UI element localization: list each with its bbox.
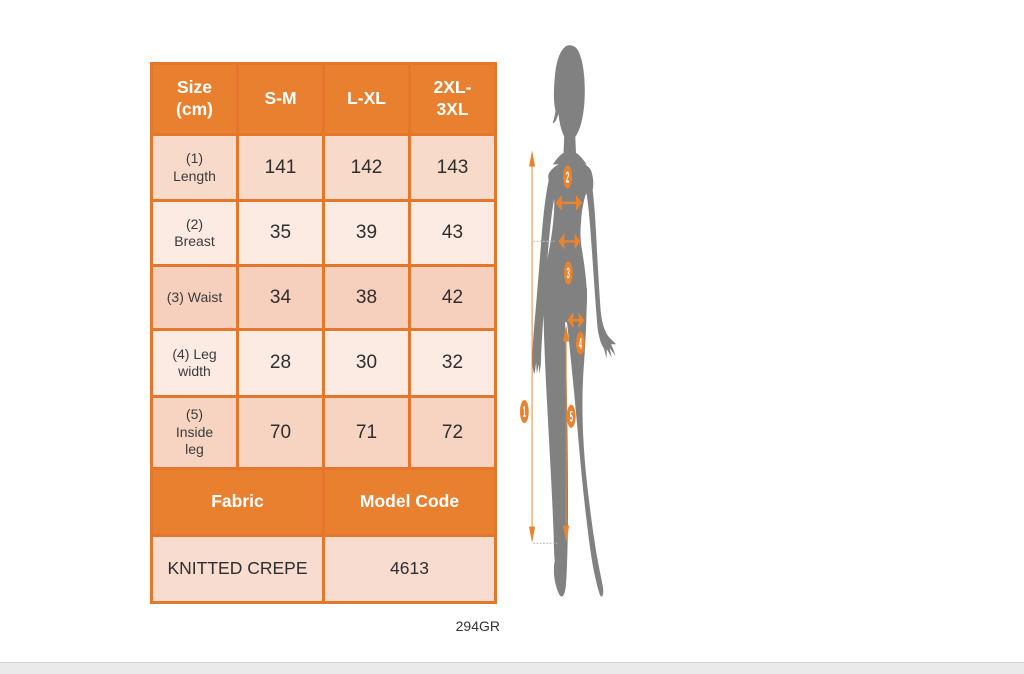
silhouette-right-leg xyxy=(565,288,603,597)
row-waist-value-lxl: 38 xyxy=(325,267,408,328)
model-code-value: 4613 xyxy=(325,537,494,601)
marker-badge-3 xyxy=(564,262,573,285)
marker-1-label: 1 xyxy=(522,403,527,422)
row-waist-value-sm: 34 xyxy=(239,267,322,328)
row-breast-value-sm: 35 xyxy=(239,202,322,264)
fabric-header: Fabric xyxy=(153,470,322,534)
marker-4-label: 4 xyxy=(578,335,582,353)
row-leg-width-value-lxl: 30 xyxy=(325,331,408,395)
marker-badge-4 xyxy=(576,332,585,355)
silhouette-neck xyxy=(553,126,587,164)
weight-note: 294GR xyxy=(455,618,500,634)
marker-2-label: 2 xyxy=(565,169,570,187)
bottom-scroll-strip xyxy=(0,662,1024,674)
size-chart-table xyxy=(150,62,497,604)
row-breast-value-lxl: 39 xyxy=(325,202,408,264)
row-waist-value-2xl3xl: 42 xyxy=(411,267,494,328)
column-header-s-m: S-M xyxy=(239,65,322,133)
row-leg-width-label: (4) Leg width xyxy=(153,331,236,395)
row-length-value-lxl: 142 xyxy=(325,136,408,199)
row-waist-label: (3) Waist xyxy=(153,267,236,328)
row-breast-label: (2) Breast xyxy=(153,202,236,264)
row-inside-leg-label: (5) Inside leg xyxy=(153,398,236,467)
marker-3-label: 3 xyxy=(566,265,570,283)
silhouette-right-arm xyxy=(585,168,616,358)
row-leg-width-value-sm: 28 xyxy=(239,331,322,395)
row-length-value-2xl3xl: 143 xyxy=(411,136,494,199)
measurement-diagram xyxy=(520,25,820,650)
column-header-l-xl: L-XL xyxy=(325,65,408,133)
marker-5-label: 5 xyxy=(569,408,573,426)
column-header-size-cm: Size (cm) xyxy=(153,65,236,133)
row-leg-width-value-2xl3xl: 32 xyxy=(411,331,494,395)
row-inside-leg-value-lxl: 71 xyxy=(325,398,408,467)
marker-badge-5 xyxy=(567,405,576,428)
marker-badge-2 xyxy=(563,165,572,188)
row-inside-leg-value-2xl3xl: 72 xyxy=(411,398,494,467)
row-breast-value-2xl3xl: 43 xyxy=(411,202,494,264)
model-code-header: Model Code xyxy=(325,470,494,534)
silhouette-head xyxy=(553,45,585,136)
row-length-value-sm: 141 xyxy=(239,136,322,199)
column-header-2xl-3xl: 2XL- 3XL xyxy=(411,65,494,133)
row-inside-leg-value-sm: 70 xyxy=(239,398,322,467)
fabric-value: KNITTED CREPE xyxy=(153,537,322,601)
marker-badge-1 xyxy=(520,400,529,423)
row-length-label: (1) Length xyxy=(153,136,236,199)
silhouette-left-leg xyxy=(543,289,568,596)
